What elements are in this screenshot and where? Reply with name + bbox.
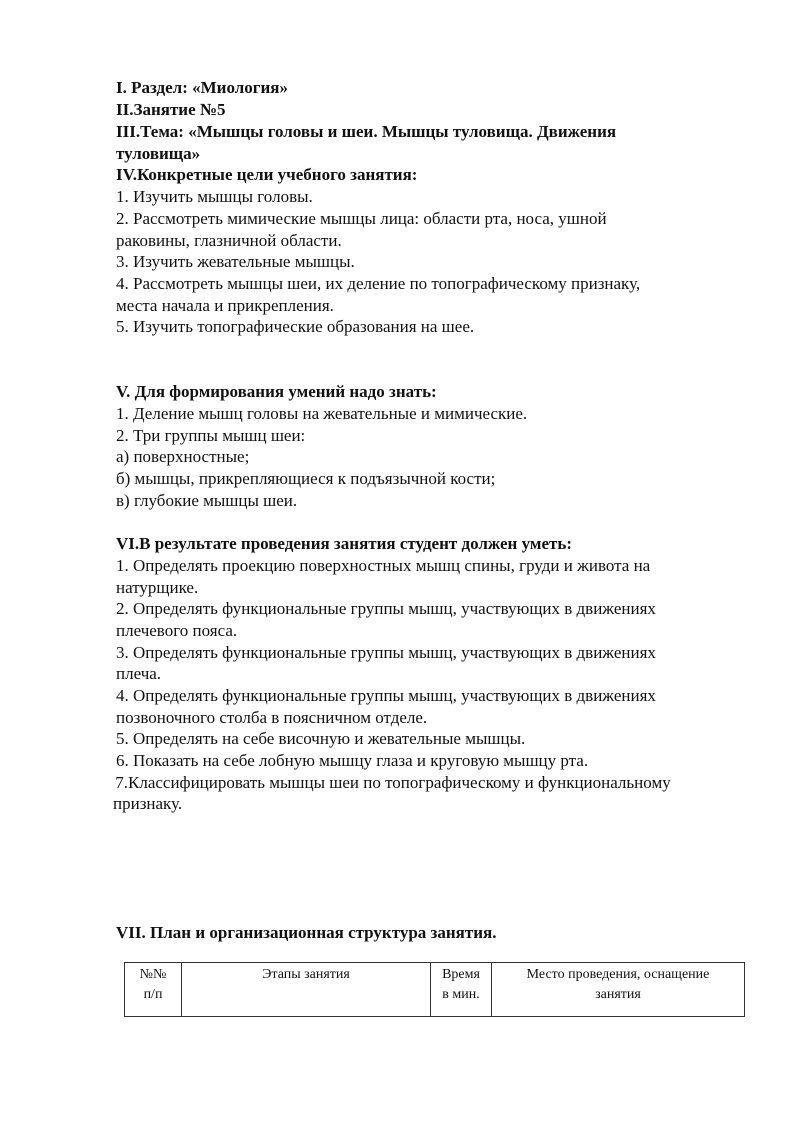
table-header-cell <box>125 963 182 1017</box>
goals-line: 4. Рассмотреть мышцы шеи, их деление по топографическому признаку, <box>116 274 641 293</box>
goals-line: 5. Изучить топографические образования на шее. <box>116 317 475 336</box>
table-header-cell <box>182 963 431 1017</box>
skills-line: 4. Определять функциональные группы мышц, участвующих в движениях <box>116 686 656 705</box>
topic-heading-line-1: III.Тема: «Мышцы головы и шеи. Мышцы туловища. Движения <box>116 122 617 141</box>
skills-line: 6. Показать на себе лобную мышцу глаза и круговую мышцу рта. <box>116 751 589 770</box>
table-header-place-line-2: занятия <box>595 987 641 1002</box>
skills-line: натурщике. <box>116 578 199 597</box>
table-header-place-line-1: Место проведения, оснащение <box>526 967 710 982</box>
skills-line: признаку. <box>113 794 183 813</box>
table-header-time-line-1: Время <box>442 967 480 982</box>
goals-line: 2. Рассмотреть мимические мышцы лица: области рта, носа, ушной <box>116 209 607 228</box>
table-header-number-line-2: п/п <box>143 987 163 1002</box>
lesson-heading: II.Занятие №5 <box>116 100 226 119</box>
plan-heading: VII. План и организационная структура занятия. <box>116 923 497 942</box>
knowledge-line: в) глубокие мышцы шеи. <box>116 491 298 510</box>
skills-line: позвоночного столба в поясничном отделе. <box>116 708 428 727</box>
skills-line: 7.Классифицировать мышцы шеи по топографическому и функциональному <box>111 773 671 792</box>
table-header-stages: Этапы занятия <box>262 967 350 982</box>
plan-table <box>124 962 745 1017</box>
knowledge-line: б) мышцы, прикрепляющиеся к подъязычной кости; <box>116 469 496 488</box>
skills-line: плеча. <box>116 664 162 683</box>
section-heading: I. Раздел: «Миология» <box>116 78 288 97</box>
table-header-row <box>125 963 745 1017</box>
skills-line: плечевого пояса. <box>116 621 238 640</box>
goals-heading: IV.Конкретные цели учебного занятия: <box>116 165 418 184</box>
goals-line: 3. Изучить жевательные мышцы. <box>116 252 355 271</box>
knowledge-line: 1. Деление мышц головы на жевательные и мимические. <box>116 404 528 423</box>
skills-line: 5. Определять на себе височную и жевательные мышцы. <box>116 729 526 748</box>
goals-line: места начала и прикрепления. <box>116 296 334 315</box>
goals-line: 1. Изучить мышцы головы. <box>116 187 313 206</box>
knowledge-heading: V. Для формирования умений надо знать: <box>116 382 437 401</box>
skills-line: 3. Определять функциональные группы мышц, участвующих в движениях <box>116 643 656 662</box>
knowledge-line: а) поверхностные; <box>116 447 250 466</box>
table-header-time-line-2: в мин. <box>442 987 480 1002</box>
goals-line: раковины, глазничной области. <box>116 231 342 250</box>
table-header-cell <box>492 963 745 1017</box>
topic-heading-line-2: туловища» <box>116 144 201 163</box>
skills-line: 2. Определять функциональные группы мышц, участвующих в движениях <box>116 599 656 618</box>
skills-line: 1. Определять проекцию поверхностных мышц спины, груди и живота на <box>116 556 651 575</box>
skills-heading: VI.В результате проведения занятия студент должен уметь: <box>116 534 573 553</box>
knowledge-line: 2. Три группы мышц шеи: <box>116 426 306 445</box>
table-header-number-line-1: №№ <box>139 967 167 982</box>
table-header-cell <box>431 963 492 1017</box>
